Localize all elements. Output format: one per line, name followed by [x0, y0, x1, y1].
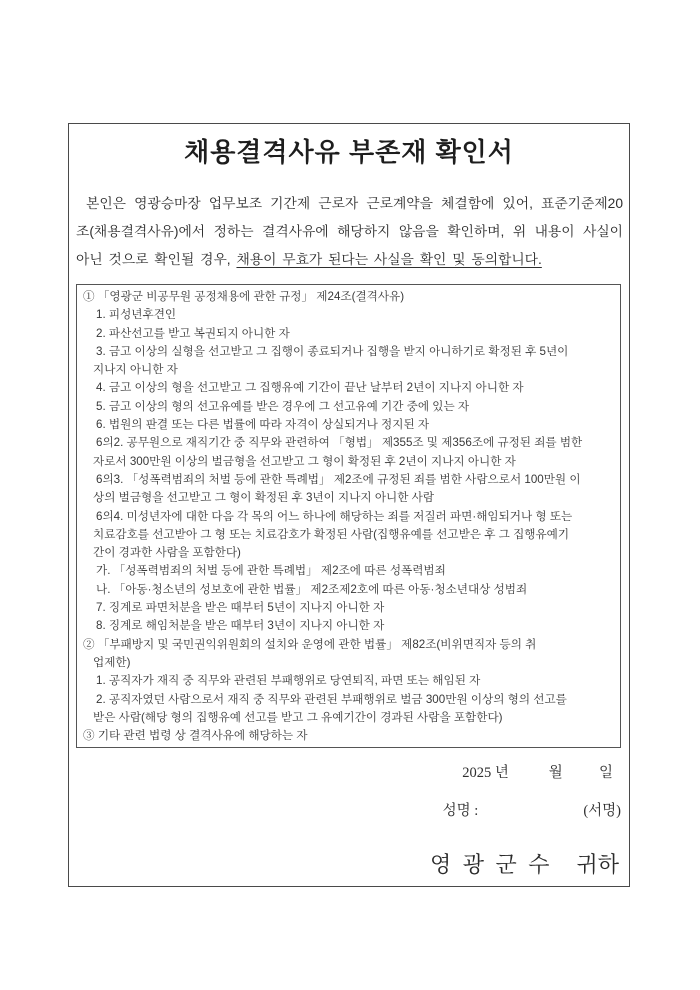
clause-line: 5. 금고 이상의 형의 선고유예를 받은 경우에 그 선고유예 기간 중에 있는 자 [96, 399, 470, 413]
clause-line: 상의 벌금형을 선고받고 그 형이 확정된 후 3년이 지나지 아니한 사람 [93, 491, 435, 505]
clause-line: 8. 징계로 해임처분을 받은 때부터 3년이 지나지 아니한 자 [96, 619, 385, 633]
confirmation-form-sheet [68, 123, 630, 887]
clause-line: ① 「영광군 비공무원 공정채용에 관한 규정」 제24조(결격사유) [83, 290, 405, 303]
name-label: 성명 : [442, 803, 479, 820]
clause-line: 6. 법원의 판결 또는 다른 법률에 따라 자격이 상실되거나 정지된 자 [96, 418, 430, 432]
clause-line: 3. 금고 이상의 실형을 선고받고 그 집행이 종료되거나 집행을 받지 아니하기로 확정된 후 5년이 [96, 344, 569, 358]
clause-line: 간이 경과한 사람을 포함한다) [93, 546, 241, 560]
clause-line: ③ 기타 관련 법령 상 결격사유에 해당하는 자 [83, 729, 308, 743]
clause-line: 6의4. 미성년자에 대한 다음 각 목의 어느 하나에 해당하는 죄를 저질러 파면·해임되거나 형 또는 [96, 509, 573, 523]
intro-line-1: 본인은 영광승마장 업무보조 기간제 근로자 근로계약을 체결함에 있어, 표준기준제20 [86, 196, 623, 211]
clause-line: 4. 금고 이상의 형을 선고받고 그 집행유예 기간이 끝난 날부터 2년이 지나지 아니한 자 [96, 381, 524, 395]
clause-line: 1. 피성년후견인 [96, 308, 177, 322]
clause-line: 7. 징계로 파면처분을 받은 때부터 5년이 지나지 아니한 자 [96, 601, 385, 615]
intro-paragraph [76, 190, 623, 274]
clause-line: 가. 「성폭력범죄의 처벌 등에 관한 특례법」 제2조에 따른 성폭력범죄 [96, 564, 446, 578]
signature-hint: (서명) [583, 803, 621, 820]
intro-line-3-prefix: 아닌 것으로 확인될 경우, [76, 252, 237, 267]
clause-line: 6의2. 공무원으로 재직기간 중 직무와 관련하여 「형법」 제355조 및 제356조에 규정된 죄를 범한 [96, 436, 583, 450]
clause-line: 6의3. 「성폭력범죄의 처벌 등에 관한 특례법」 제2조에 규정된 죄를 범한 사람으로서 100만원 이 [96, 472, 581, 486]
clause-line: ② 「부패방지 및 국민권익위원회의 설치와 운영에 관한 법률」 제82조(비위면직자 등의 취 [83, 637, 537, 651]
intro-line-3 [76, 246, 623, 274]
clause-line: 받은 사람(해당 형의 집행유예 선고를 받고 그 유예기간이 경과된 사람을 포함한다) [93, 710, 503, 724]
clause-line: 지나지 아니한 자 [93, 363, 178, 377]
clause-line: 2. 공직자였던 사람으로서 재직 중 직무와 관련된 부패행위로 벌금 300만원 이상의 형의 선고를 [96, 692, 567, 706]
clause-line: 2. 파산선고를 받고 복권되지 아니한 자 [96, 326, 290, 340]
intro-void-warning-underlined: 채용이 무효가 된다는 사실을 확인 및 동의합니다. [236, 252, 542, 267]
date-line: 2025 년 월 일 [462, 765, 613, 782]
recipient-name: 영 광 군 수 [429, 852, 553, 878]
page-title: 채용결격사유 부존재 확인서 [184, 137, 514, 167]
signature-line [69, 803, 629, 820]
clause-line: 업제한) [93, 655, 131, 669]
clause-line: 1. 공직자가 재직 중 직무와 관련된 부패행위로 당연퇴직, 파면 또는 해임된 자 [96, 674, 481, 688]
clause-line: 나. 「아동·청소년의 성보호에 관한 법률」 제2조제2호에 따른 아동·청소년대상 성범죄 [96, 582, 528, 596]
honorific: 귀하 [576, 852, 619, 878]
disqualification-clauses-box [76, 284, 621, 748]
intro-line-2: 조(채용결격사유)에서 정하는 결격사유에 해당하지 않음을 확인하며, 위 내용이 사실이 [76, 224, 623, 239]
clause-line: 자로서 300만원 이상의 벌금형을 선고받고 그 형이 확정된 후 2년이 지나지 아니한 자 [93, 454, 516, 468]
recipient-line [69, 848, 629, 882]
clause-line: 치료감호를 선고받아 그 형 또는 치료감호가 확정된 사람(집행유예를 선고받은 후 그 집행유예기 [93, 527, 570, 541]
